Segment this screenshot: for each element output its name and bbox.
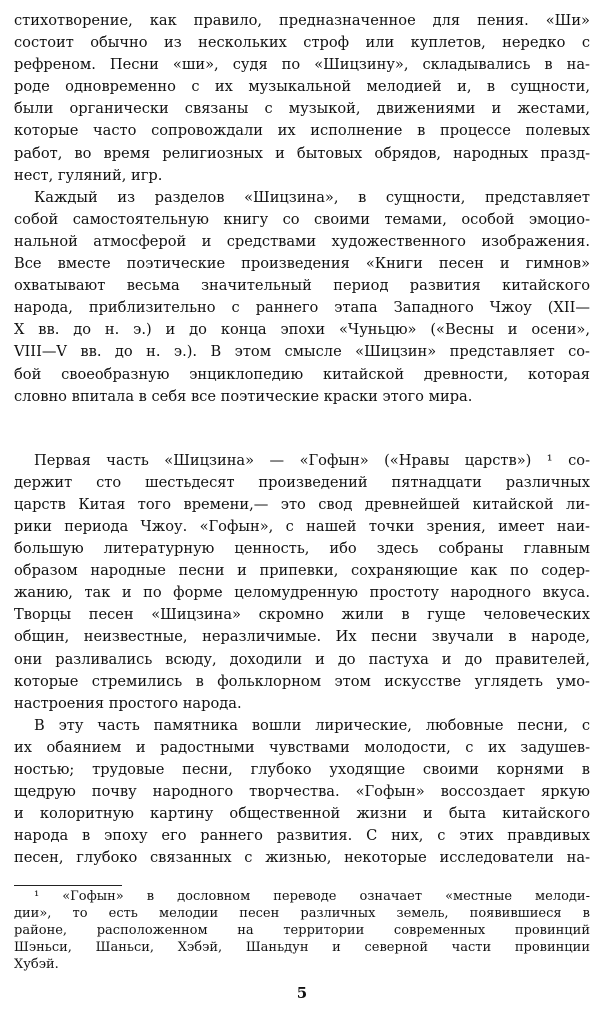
paragraph-3 (14, 450, 590, 715)
text-line: общин, неизвестные, неразличимые. Их песни звучали в народе, (14, 628, 590, 646)
text-line: держит сто шестьдесят произведений пятнадцати различных (14, 473, 590, 491)
text-line: большую литературную ценность, ибо здесь собраны главным (14, 540, 590, 558)
footnote-divider (14, 885, 122, 886)
paragraph-1 (14, 10, 590, 187)
text-line: стихотворение, как правило, предназначенное для пения. «Ши» (14, 12, 590, 29)
paragraph-4 (14, 715, 590, 870)
text-line: песен, глубоко связанных с жизнью, некоторые исследователи на- (14, 849, 590, 867)
text-line: щедрую почву народного творчества. «Гофын» воссоздает яркую (14, 783, 590, 801)
text-line: настроения простого народа. (14, 694, 242, 712)
footnote (14, 888, 590, 973)
text-line: собой самостоятельную книгу со своими темами, особой эмоцио- (14, 210, 590, 228)
book-page (14, 10, 590, 973)
footnote-line: районе, расположенном на территории современных провинций (14, 923, 590, 939)
text-line: образом народные песни и припевки, сохраняющие как по содер- (14, 562, 590, 580)
text-line: охватывают весьма значительный период развития китайского (14, 277, 590, 295)
text-line: словно впитала в себя все поэтические краски этого мира. (14, 387, 473, 405)
text-line: роде одновременно с их музыкальной мелодией и, в сущности, (14, 78, 590, 96)
text-line: Каждый из разделов «Шицзина», в сущности, представляет (34, 188, 590, 206)
text-line: которые стремились в фольклорном этом искусстве углядеть умо- (14, 672, 590, 690)
text-line: В эту часть памятника вошли лирические, любовные песни, с (34, 716, 590, 734)
footnote-line: ¹ «Гофын» в дословном переводе означает «местные мелоди- (34, 889, 590, 905)
text-line: состоит обычно из нескольких строф или куплетов, нередко с (14, 34, 590, 52)
footnote-line: дии», то есть мелодии песен различных земель, появившиеся в (14, 906, 590, 922)
text-line: Творцы песен «Шицзина» скромно жили в гуще человеческих (14, 606, 590, 624)
text-line: ностью; трудовые песни, глубоко уходящие своими корнями в (14, 761, 590, 778)
text-line: они разливались всюду, доходили и до пастуха и до правителей, (14, 650, 590, 668)
text-line: рики периода Чжоу. «Гофын», с нашей точки зрения, имеет наи- (14, 517, 590, 535)
section-gap (14, 408, 590, 450)
text-line: Все вместе поэтические произведения «Книги песен и гимнов» (14, 255, 590, 273)
footnote-line: Шэньси, Шаньси, Хэбэй, Шаньдун и северной части провинции (14, 940, 590, 956)
text-line: были органически связаны с музыкой, движениями и жестами, (14, 100, 590, 118)
text-line: работ, во время религиозных и бытовых обрядов, народных празд- (14, 144, 590, 162)
text-line: которые часто сопровождали их исполнение в процессе полевых (14, 122, 590, 140)
text-line: VIII—V вв. до н. э.). В этом смысле «Шицзин» представляет со- (14, 343, 590, 361)
text-line: бой своеобразную энциклопедию китайской древности, которая (14, 365, 590, 383)
text-line: жанию, так и по форме целомудренную простоту народного вкуса. (14, 584, 590, 602)
page-number: 5 (296, 984, 308, 1002)
text-line: народа, приблизительно с раннего этапа Западного Чжоу (XII— (14, 299, 590, 317)
paragraph-2 (14, 187, 590, 408)
text-line: Первая часть «Шицзина» — «Гофын» («Нравы царств») ¹ со- (34, 451, 590, 469)
text-line: и колоритную картину общественной жизни и быта китайского (14, 805, 590, 823)
text-line: их обаянием и радостными чувствами молодости, с их задушев- (14, 738, 590, 756)
text-line: рефреном. Песни «ши», судя по «Шицзину», складывались в на- (14, 56, 590, 74)
text-line: X вв. до н. э.) и до конца эпохи «Чуньцю» («Весны и осени», (14, 321, 590, 339)
text-line: нест, гуляний, игр. (14, 166, 163, 184)
text-line: нальной атмосферой и средствами художественного изображения. (14, 232, 590, 250)
text-line: царств Китая того времени,— это свод древнейшей китайской ли- (14, 495, 590, 513)
text-line: народа в эпоху его раннего развития. С них, с этих правдивых (14, 827, 590, 845)
footnote-line: Хубэй. (14, 957, 59, 973)
